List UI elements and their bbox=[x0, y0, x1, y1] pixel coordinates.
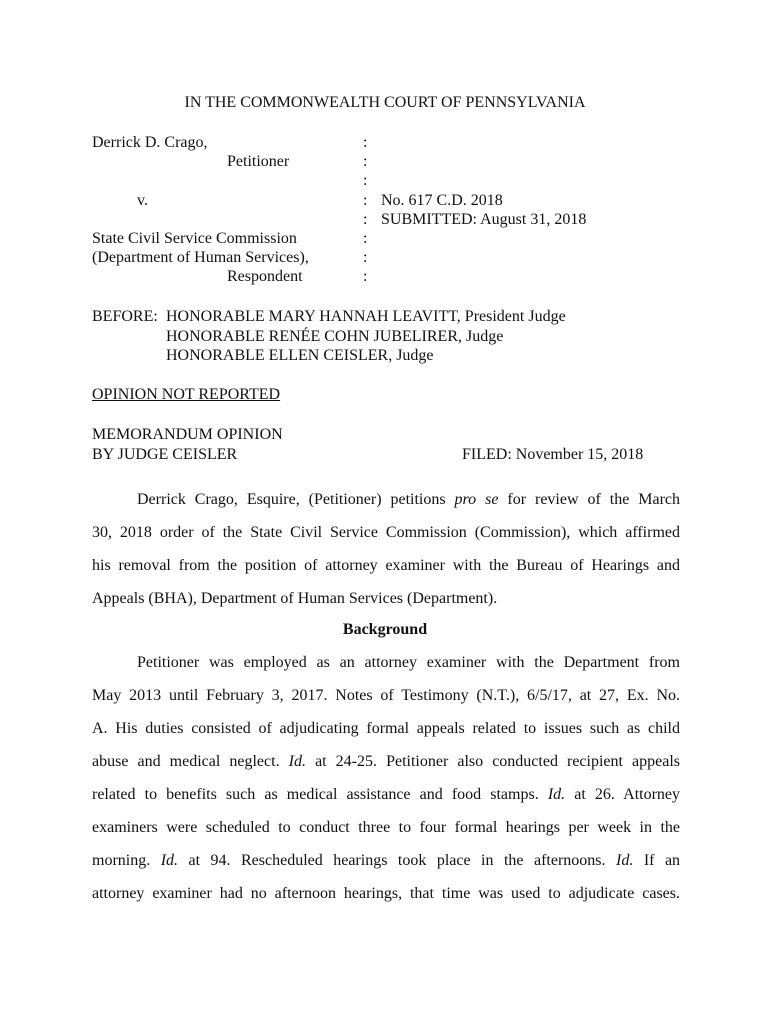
petitioner-name: Derrick D. Crago, bbox=[92, 134, 208, 151]
caption-separator: : bbox=[363, 268, 368, 285]
opinion-type: MEMORANDUM OPINION bbox=[92, 426, 283, 443]
body-line: related to benefits such as medical assistance and food stamps. Id. at 26. Attorney bbox=[92, 786, 681, 803]
body-line: Appeals (BHA), Department of Human Services (Department). bbox=[92, 590, 498, 607]
body-line: Petitioner was employed as an attorney examiner with the Department from bbox=[137, 654, 680, 671]
caption-separator: : bbox=[363, 249, 368, 266]
opinion-status: OPINION NOT REPORTED bbox=[92, 386, 281, 403]
body-line: abuse and medical neglect. Id. at 24-25. Petitioner also conducted recipient appeals bbox=[92, 753, 681, 770]
caption-separator: : bbox=[363, 192, 368, 209]
submitted-date: SUBMITTED: August 31, 2018 bbox=[381, 211, 587, 228]
versus-label: v. bbox=[137, 192, 148, 209]
opinion-author: BY JUDGE CEISLER bbox=[92, 446, 238, 463]
body-line: attorney examiner had no afternoon hearings, that time was used to adjudicate cases. bbox=[92, 885, 680, 902]
body-line: his removal from the position of attorney examiner with the Bureau of Hearings and bbox=[92, 557, 680, 574]
respondent-name-line1: State Civil Service Commission bbox=[92, 230, 297, 247]
caption-separator: : bbox=[363, 153, 368, 170]
respondent-name-line2: (Department of Human Services), bbox=[92, 249, 309, 266]
body-line: 30, 2018 order of the State Civil Service Commission (Commission), which affirmed bbox=[92, 524, 680, 541]
body-line: A. His duties consisted of adjudicating formal appeals related to issues such as child bbox=[92, 720, 680, 737]
judge-name: HONORABLE MARY HANNAH LEAVITT, President Judge bbox=[166, 308, 566, 325]
case-number: No. 617 C.D. 2018 bbox=[381, 192, 503, 209]
judge-name: HONORABLE ELLEN CEISLER, Judge bbox=[166, 347, 434, 364]
body-line: May 2013 until February 3, 2017. Notes of Testimony (N.T.), 6/5/17, at 27, Ex. No. bbox=[92, 687, 680, 704]
caption-separator: : bbox=[363, 211, 368, 228]
judge-name: HONORABLE RENÉE COHN JUBELIRER, Judge bbox=[166, 328, 504, 345]
before-label: BEFORE: bbox=[92, 308, 158, 325]
caption-separator: : bbox=[363, 230, 368, 247]
caption-separator: : bbox=[363, 172, 368, 189]
caption-separator: : bbox=[363, 134, 368, 151]
body-line: examiners were scheduled to conduct three to four formal hearings per week in the bbox=[92, 819, 680, 836]
body-line: Derrick Crago, Esquire, (Petitioner) petitions pro se for review of the March bbox=[137, 491, 681, 508]
body-line: morning. Id. at 94. Rescheduled hearings took place in the afternoons. Id. If an bbox=[92, 852, 681, 869]
respondent-role: Respondent bbox=[227, 268, 303, 285]
petitioner-role: Petitioner bbox=[227, 153, 290, 170]
section-heading: Background bbox=[342, 621, 428, 638]
court-title: IN THE COMMONWEALTH COURT OF PENNSYLVANIA bbox=[184, 94, 586, 111]
filed-date: FILED: November 15, 2018 bbox=[462, 446, 644, 463]
